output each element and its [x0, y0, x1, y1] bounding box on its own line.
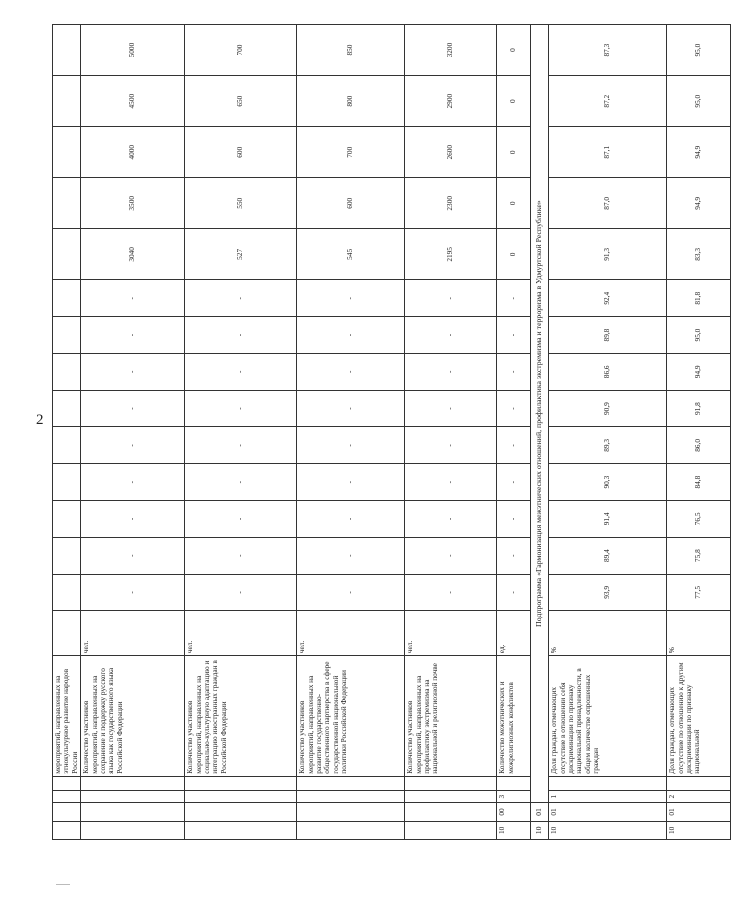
value-cell: -	[497, 500, 531, 537]
scan-mark	[56, 884, 70, 885]
value-cell: -	[81, 390, 185, 427]
table-row	[185, 25, 297, 840]
value-cell: -	[185, 317, 297, 354]
value-cell: -	[297, 353, 405, 390]
value-cell: 87,2	[549, 76, 667, 127]
value-cell	[53, 76, 81, 127]
value-cell: 700	[297, 127, 405, 178]
code-gp-cell	[297, 821, 405, 839]
value-cell: -	[185, 537, 297, 574]
value-cell: 77,5	[667, 574, 731, 611]
extra-code-cell	[405, 776, 497, 790]
value-cell: -	[405, 317, 497, 354]
value-cell: 0	[497, 127, 531, 178]
code-gp-cell	[405, 821, 497, 839]
value-cell: -	[405, 353, 497, 390]
value-cell: 2900	[405, 76, 497, 127]
code-gp-cell: 10	[667, 821, 731, 839]
unit-cell	[53, 611, 81, 656]
value-cell: -	[405, 464, 497, 501]
value-cell: 91,4	[549, 500, 667, 537]
indicator-number-cell	[297, 791, 405, 803]
value-cell	[53, 574, 81, 611]
value-cell: 89,4	[549, 537, 667, 574]
code-gp-cell	[53, 821, 81, 839]
value-cell: 83,3	[667, 229, 731, 280]
table-row	[53, 25, 81, 840]
value-cell: -	[497, 353, 531, 390]
value-cell: 89,3	[549, 427, 667, 464]
value-cell: -	[497, 537, 531, 574]
code-gp-cell	[81, 821, 185, 839]
value-cell: -	[185, 280, 297, 317]
value-cell: 87,0	[549, 178, 667, 229]
value-cell: -	[185, 500, 297, 537]
indicator-name-cell: Количество участников мероприятий, направленных на профилактику экстремизма на национальной и религиозной почве	[405, 656, 497, 777]
value-cell: 600	[185, 127, 297, 178]
value-cell: 550	[185, 178, 297, 229]
value-cell: -	[297, 500, 405, 537]
value-cell: 2300	[405, 178, 497, 229]
extra-code-cell	[497, 776, 531, 790]
unit-cell: чел.	[185, 611, 297, 656]
value-cell: -	[81, 574, 185, 611]
value-cell	[53, 353, 81, 390]
value-cell: 0	[497, 178, 531, 229]
value-cell: -	[185, 464, 297, 501]
indicator-number-cell: 2	[667, 791, 731, 803]
unit-cell: ед.	[497, 611, 531, 656]
value-cell: -	[297, 280, 405, 317]
value-cell: 90,9	[549, 390, 667, 427]
indicator-number-cell: 1	[549, 791, 667, 803]
indicator-name-cell: Количество участников мероприятий, направленных на сохранение и поддержку русского языка как государственного языка Российской Федерации	[81, 656, 185, 777]
section-title-cell: Подпрограмма «Гармонизация межэтнических отношений, профилактика экстремизма и терроризма в Удмуртской Республике»	[531, 25, 549, 803]
value-cell: -	[297, 537, 405, 574]
value-cell: 94,9	[667, 178, 731, 229]
table-row	[549, 25, 667, 840]
value-cell: -	[297, 317, 405, 354]
unit-cell: чел.	[81, 611, 185, 656]
value-cell: -	[405, 427, 497, 464]
value-cell: -	[81, 537, 185, 574]
table-row	[297, 25, 405, 840]
extra-code-cell	[297, 776, 405, 790]
value-cell: -	[81, 280, 185, 317]
value-cell: 4500	[81, 76, 185, 127]
value-cell: -	[297, 464, 405, 501]
value-cell: 4000	[81, 127, 185, 178]
indicator-name-cell: Количество участников мероприятий, направленных на развитие государственно-общественного партнерства в сфере государственной национальной политики Российской Федерации	[297, 656, 405, 777]
indicator-number-cell	[185, 791, 297, 803]
indicator-number-cell	[405, 791, 497, 803]
table-row	[667, 25, 731, 840]
value-cell: 75,8	[667, 537, 731, 574]
value-cell: -	[185, 574, 297, 611]
page-number: 2	[36, 412, 44, 428]
value-cell: 90,3	[549, 464, 667, 501]
extra-code-cell	[549, 776, 667, 790]
value-cell: -	[405, 280, 497, 317]
value-cell: -	[81, 464, 185, 501]
value-cell: 0	[497, 229, 531, 280]
value-cell: 850	[297, 25, 405, 76]
code-pp-cell	[297, 803, 405, 821]
value-cell: 95,0	[667, 25, 731, 76]
value-cell: 700	[185, 25, 297, 76]
value-cell: -	[405, 537, 497, 574]
value-cell: -	[81, 500, 185, 537]
value-cell: -	[405, 574, 497, 611]
value-cell: -	[405, 390, 497, 427]
value-cell: 527	[185, 229, 297, 280]
value-cell: -	[81, 317, 185, 354]
value-cell: 94,9	[667, 127, 731, 178]
code-pp-cell	[405, 803, 497, 821]
value-cell	[53, 25, 81, 76]
unit-cell: %	[667, 611, 731, 656]
value-cell	[53, 127, 81, 178]
value-cell: 93,9	[549, 574, 667, 611]
value-cell: 0	[497, 76, 531, 127]
code-gp-cell: 10	[531, 821, 549, 839]
code-gp-cell: 10	[549, 821, 667, 839]
value-cell: 89,8	[549, 317, 667, 354]
value-cell	[53, 178, 81, 229]
code-gp-cell	[185, 821, 297, 839]
value-cell: 3200	[405, 25, 497, 76]
table-row	[497, 25, 531, 840]
value-cell: 2195	[405, 229, 497, 280]
value-cell	[53, 390, 81, 427]
value-cell: 800	[297, 76, 405, 127]
value-cell: 95,0	[667, 76, 731, 127]
extra-code-cell	[185, 776, 297, 790]
value-cell	[53, 500, 81, 537]
value-cell: 91,8	[667, 390, 731, 427]
code-pp-cell: 01	[549, 803, 667, 821]
value-cell: -	[81, 427, 185, 464]
value-cell: 3500	[81, 178, 185, 229]
value-cell: 87,3	[549, 25, 667, 76]
indicator-number-cell: 3	[497, 791, 531, 803]
indicator-name-cell: Количество межэтнических и межрелигиозных конфликтов	[497, 656, 531, 777]
rotated-table-area	[52, 24, 703, 840]
extra-code-cell	[667, 776, 731, 790]
value-cell: -	[497, 280, 531, 317]
extra-code-cell	[53, 776, 81, 790]
value-cell: -	[185, 353, 297, 390]
indicator-name-cell: Доля граждан, отмечающих отсутствие по отношению к другим дискриминации по признаку национальной	[667, 656, 731, 777]
unit-cell: %	[549, 611, 667, 656]
value-cell: 91,3	[549, 229, 667, 280]
value-cell: -	[185, 390, 297, 427]
value-cell	[53, 229, 81, 280]
value-cell	[53, 280, 81, 317]
value-cell: -	[497, 390, 531, 427]
value-cell: -	[497, 317, 531, 354]
value-cell: 650	[185, 76, 297, 127]
value-cell: 3040	[81, 229, 185, 280]
value-cell: 92,4	[549, 280, 667, 317]
value-cell: 600	[297, 178, 405, 229]
value-cell: -	[81, 353, 185, 390]
value-cell	[53, 317, 81, 354]
indicator-name-cell: Доля граждан, отмечающих отсутствие в отношении себя дискриминации по признаку национальной принадлежности, в общем количестве опрошенных граждан	[549, 656, 667, 777]
value-cell: 76,5	[667, 500, 731, 537]
value-cell: 95,0	[667, 317, 731, 354]
code-gp-cell: 10	[497, 821, 531, 839]
value-cell: 2600	[405, 127, 497, 178]
value-cell: -	[497, 427, 531, 464]
code-pp-cell: 00	[497, 803, 531, 821]
value-cell: 94,9	[667, 353, 731, 390]
value-cell: 0	[497, 25, 531, 76]
value-cell: -	[497, 464, 531, 501]
indicator-number-cell	[81, 791, 185, 803]
code-pp-cell	[53, 803, 81, 821]
unit-cell: чел.	[405, 611, 497, 656]
value-cell: -	[297, 427, 405, 464]
value-cell	[53, 464, 81, 501]
value-cell: 86,6	[549, 353, 667, 390]
value-cell: 84,8	[667, 464, 731, 501]
section-row	[531, 25, 549, 840]
table-row	[405, 25, 497, 840]
value-cell: 5000	[81, 25, 185, 76]
code-pp-cell: 01	[531, 803, 549, 821]
code-pp-cell	[81, 803, 185, 821]
unit-cell: чел.	[297, 611, 405, 656]
value-cell: -	[497, 574, 531, 611]
indicator-number-cell	[53, 791, 81, 803]
table-row	[81, 25, 185, 840]
value-cell	[53, 427, 81, 464]
value-cell	[53, 537, 81, 574]
code-pp-cell: 01	[667, 803, 731, 821]
indicator-name-cell: мероприятий, направленных на этнокультурное развитие народов России	[53, 656, 81, 777]
value-cell: -	[405, 500, 497, 537]
value-cell: -	[185, 427, 297, 464]
value-cell: -	[297, 574, 405, 611]
extra-code-cell	[81, 776, 185, 790]
value-cell: 81,8	[667, 280, 731, 317]
code-pp-cell	[185, 803, 297, 821]
indicator-table	[52, 24, 731, 840]
value-cell: 86,0	[667, 427, 731, 464]
value-cell: -	[297, 390, 405, 427]
value-cell: 545	[297, 229, 405, 280]
indicator-name-cell: Количество участников мероприятий, направленных на социально-культурную адаптацию и интеграцию иностранных граждан в Российской Федерации	[185, 656, 297, 777]
value-cell: 87,1	[549, 127, 667, 178]
